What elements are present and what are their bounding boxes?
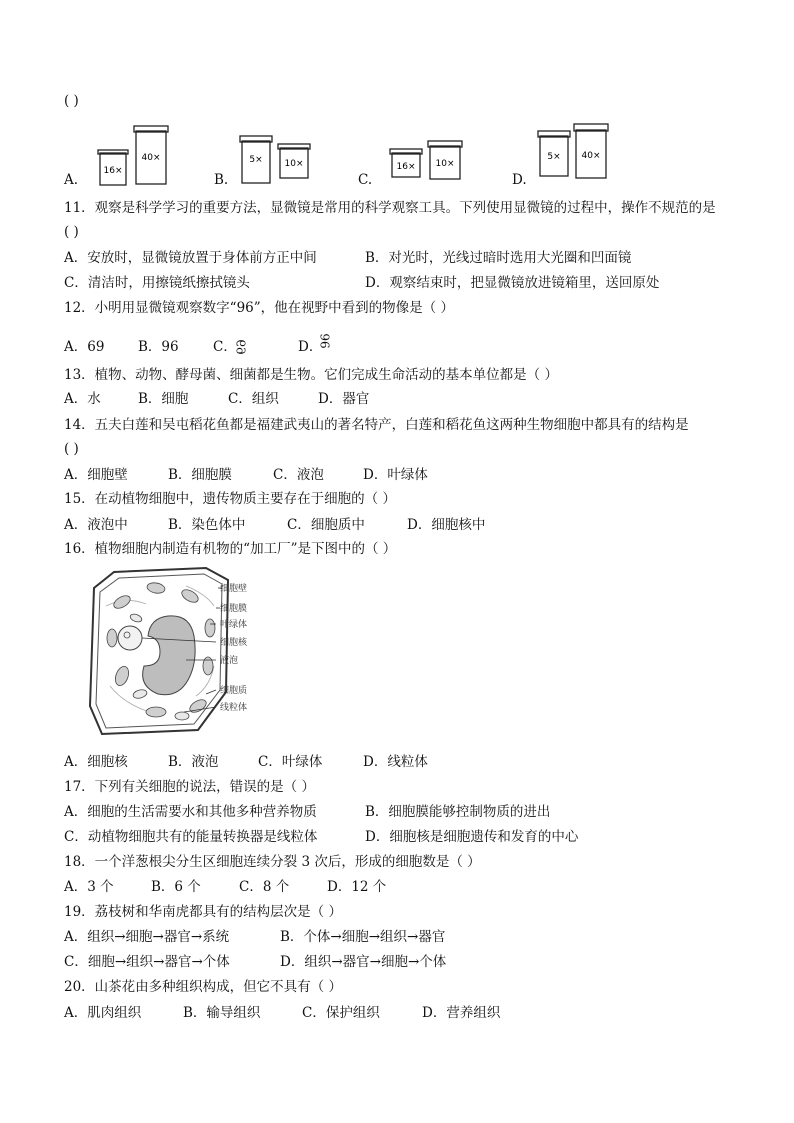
vacuole [143, 616, 196, 695]
q11-option-b[interactable]: B．对光时，光线过暗时选用大光圈和凹面镜 [365, 250, 632, 266]
q14-option-d[interactable]: D．叶绿体 [363, 467, 428, 483]
label-chloroplast: 叶绿体 [220, 620, 248, 630]
q12-option-d-glyph: 96 [318, 333, 333, 349]
q12-option-a[interactable]: A．69 [64, 339, 105, 355]
q15-option-d[interactable]: D．细胞核中 [407, 517, 486, 533]
lens-short-label: 16× [103, 166, 123, 176]
q12-stem: 12．小明用显微镜观察数字“96”，他在视野中看到的物像是（ ） [64, 300, 454, 316]
q10-option-b-lens-figure [238, 132, 318, 188]
q20-option-b[interactable]: B．输导组织 [183, 1005, 261, 1021]
label-nucleus: 细胞核 [220, 638, 248, 648]
q10-paren: ( ) [64, 93, 79, 109]
q10-option-c-letter[interactable]: C. [358, 172, 373, 188]
q17-option-a[interactable]: A．细胞的生活需要水和其他多种营养物质 [64, 804, 317, 820]
q12-option-b[interactable]: B．96 [138, 339, 179, 355]
q20-option-a[interactable]: A．肌肉组织 [64, 1005, 142, 1021]
q14-option-a[interactable]: A．细胞壁 [64, 467, 128, 483]
q10-option-b-letter[interactable]: B. [214, 172, 229, 188]
q18-option-b[interactable]: B．6 个 [151, 879, 201, 895]
q20-stem: 20．山茶花由多种组织构成，但它不具有（ ） [64, 979, 342, 995]
q13-option-c[interactable]: C．组织 [228, 391, 279, 407]
q12-option-c-glyph: 69 [233, 339, 248, 355]
q17-option-d[interactable]: D．细胞核是细胞遗传和发育的中心 [365, 829, 579, 845]
q16-stem: 16．植物细胞内制造有机物的“加工厂”是下图中的（ ） [64, 541, 397, 557]
lens-tall-label: 5× [547, 152, 561, 162]
q12-option-d[interactable] [298, 333, 334, 356]
q10-option-c-lens-figure [388, 138, 468, 188]
label-mitochondria: 线粒体 [220, 703, 248, 713]
q10-option-a-lens-figure [96, 122, 176, 188]
q11-option-d[interactable]: D．观察结束时，把显微镜放进镜箱里，送回原处 [365, 275, 660, 291]
q18-option-d[interactable]: D．12 个 [327, 879, 387, 895]
q16-option-b[interactable]: B．液泡 [168, 754, 219, 770]
label-cytoplasm: 细胞质 [220, 686, 248, 696]
q14-paren: ( ) [64, 441, 79, 457]
q18-stem: 18．一个洋葱根尖分生区细胞连续分裂 3 次后，形成的细胞数是（ ） [64, 854, 481, 870]
q18-option-a[interactable]: A．3 个 [64, 879, 114, 895]
q11-option-a[interactable]: A．安放时，显微镜放置于身体前方正中间 [64, 250, 317, 266]
q13-stem: 13．植物、动物、酵母菌、细菌都是生物。它们完成生命活动的基本单位都是（ ） [64, 367, 558, 383]
q19-option-b[interactable]: B．个体→细胞→组织→器官 [280, 929, 446, 945]
q18-option-c[interactable]: C．8 个 [239, 879, 290, 895]
lens-tall-label: 10× [435, 159, 455, 169]
q13-option-d[interactable]: D．器官 [318, 391, 370, 407]
q10-option-d-letter[interactable]: D. [512, 172, 527, 188]
q11-paren: ( ) [64, 224, 79, 240]
q12-option-c-letter: C． [213, 339, 237, 355]
q10-option-a-letter[interactable]: A. [64, 172, 79, 188]
q14-option-c[interactable]: C．液泡 [273, 467, 324, 483]
q16-option-c[interactable]: C．叶绿体 [258, 754, 323, 770]
lens-tall-label: 5× [249, 155, 263, 165]
q12-option-c[interactable] [213, 338, 248, 356]
lens-tall-label: 40× [141, 153, 161, 163]
q19-option-a[interactable]: A．组织→细胞→器官→系统 [64, 929, 230, 945]
q10-option-d-lens-figure [536, 122, 616, 182]
q19-stem: 19．荔枝树和华南虎都具有的结构层次是（ ） [64, 904, 342, 920]
q13-option-a[interactable]: A．水 [64, 391, 101, 407]
q14-stem: 14．五夫白莲和吴屯稻花鱼都是福建武夷山的著名特产，白莲和稻花鱼这两种生物细胞中都具有的结构是 [64, 417, 689, 433]
q19-option-d[interactable]: D．组织→器官→细胞→个体 [280, 954, 447, 970]
lens-short-label: 10× [284, 159, 304, 169]
q16-option-d[interactable]: D．线粒体 [363, 754, 428, 770]
label-vacuole: 液泡 [220, 656, 239, 666]
q13-option-b[interactable]: B．细胞 [138, 391, 189, 407]
q12-option-d-letter: D． [298, 339, 323, 355]
q17-stem: 17．下列有关细胞的说法，错误的是（ ） [64, 779, 315, 795]
q17-option-c[interactable]: C．动植物细胞共有的能量转换器是线粒体 [64, 829, 318, 845]
q15-option-a[interactable]: A．液泡中 [64, 517, 128, 533]
q11-stem: 11．观察是科学学习的重要方法，显微镜是常用的科学观察工具。下列使用显微镜的过程中，操作不规范的是 [64, 200, 716, 216]
nucleus [118, 626, 142, 650]
label-cell-wall: 细胞壁 [220, 584, 248, 594]
lens-short-label: 16× [396, 162, 416, 172]
lens-short-cap [98, 150, 128, 154]
label-cell-membrane: 细胞膜 [220, 604, 248, 614]
q20-option-c[interactable]: C．保护组织 [302, 1005, 380, 1021]
q15-option-c[interactable]: C．细胞质中 [287, 517, 365, 533]
q16-option-a[interactable]: A．细胞核 [64, 754, 128, 770]
q15-stem: 15．在动植物细胞中，遗传物质主要存在于细胞的（ ） [64, 491, 396, 507]
q20-option-d[interactable]: D．营养组织 [422, 1005, 501, 1021]
q11-option-c[interactable]: C．清洁时，用擦镜纸擦拭镜头 [64, 275, 250, 291]
q16-plant-cell-diagram [86, 566, 266, 742]
q15-option-b[interactable]: B．染色体中 [168, 517, 246, 533]
q14-option-b[interactable]: B．细胞膜 [168, 467, 232, 483]
q19-option-c[interactable]: C．细胞→组织→器官→个体 [64, 954, 230, 970]
q17-option-b[interactable]: B．细胞膜能够控制物质的进出 [365, 804, 551, 820]
lens-taller-label: 40× [581, 151, 601, 161]
